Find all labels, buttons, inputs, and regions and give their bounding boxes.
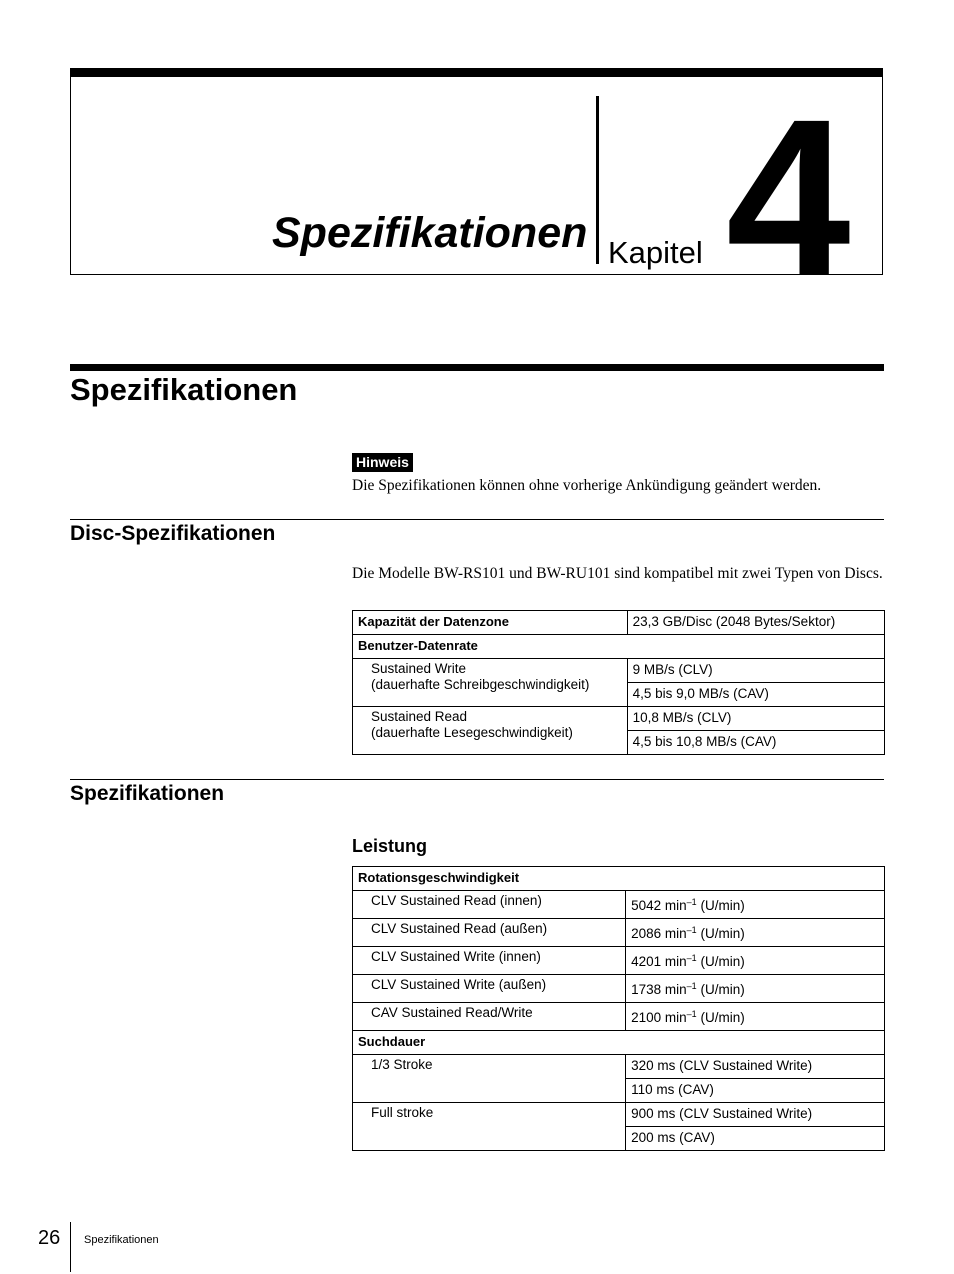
table-row [353,659,885,683]
rotation-row-label: CLV Sustained Write (innen) [353,947,626,975]
rotation-row-label: CLV Sustained Read (innen) [353,891,626,919]
rotation-row-value: 1738 $\min^{-1} (U/\min)$ [626,975,885,1003]
rotation-row-value: 5042 $\min^{-1} (U/\min)$ [626,891,885,919]
chapter-label: Kapitel [608,235,703,270]
rotation-row-label: CLV Sustained Write (außen) [353,975,626,1003]
sustained-read-cav: 4,5 bis 10,8 MB/s (CAV) [627,731,884,755]
table-row [353,1003,885,1031]
rotation-row-label: CLV Sustained Read (außen) [353,919,626,947]
chapter-number: 4 [726,73,851,323]
user-rate-label: Benutzer-Datenrate [353,635,885,659]
disc-section-rule [70,519,884,520]
table-row [353,611,885,635]
capacity-label: Kapazität der Datenzone [353,611,628,635]
footer-section-name: Spezifikationen [84,1234,159,1246]
disc-section-heading: Disc-Spezifikationen [70,522,276,545]
performance-subheading: Leistung [352,836,427,856]
rotation-row-value: 2100 $\min^{-1} (U/\min)$ [626,1003,885,1031]
capacity-value: 23,3 GB/Disc (2048 Bytes/Sektor) [627,611,884,635]
full-stroke-cav: 200 ms (CAV) [626,1127,885,1151]
table-row [353,919,885,947]
table-row [353,1031,885,1055]
sustained-write-label-line1: Sustained Write [371,661,467,676]
rotation-row-label: CAV Sustained Read/Write [353,1003,626,1031]
sustained-write-clv: 9 MB/s (CLV) [627,659,884,683]
rotation-row-value: 2086 $\min^{-1} (U/\min)$ [626,919,885,947]
table-row [353,947,885,975]
table-row [353,635,885,659]
spec-section-heading: Spezifikationen [70,782,225,805]
chapter-title: Spezifikationen [272,209,588,257]
full-stroke-clv: 900 ms (CLV Sustained Write) [626,1103,885,1127]
table-row [353,707,885,731]
page-title: Spezifikationen [70,372,298,407]
sustained-write-label-line2: (dauerhafte Schreibgeschwindigkeit) [371,677,590,692]
sustained-write-label [353,659,628,707]
stroke-13-label: 1/3 Stroke [353,1055,626,1103]
page-number: 26 [38,1227,61,1249]
main-heading-rule [70,364,884,371]
stroke-13-clv: 320 ms (CLV Sustained Write) [626,1055,885,1079]
sustained-read-clv: 10,8 MB/s (CLV) [627,707,884,731]
sustained-read-label-line2: (dauerhafte Lesegeschwindigkeit) [371,725,573,740]
disc-intro-text: Die Modelle BW-RS101 und BW-RU101 sind kompatibel mit zwei Typen von Discs. [352,565,883,582]
footer-divider [70,1222,71,1272]
seek-time-label: Suchdauer [353,1031,885,1055]
performance-table [352,866,885,1151]
sustained-read-label-line1: Sustained Read [371,709,468,724]
spec-section-rule [70,779,884,780]
table-row [353,891,885,919]
sustained-read-label [353,707,628,755]
chapter-divider [596,96,599,264]
table-row [353,975,885,1003]
rotation-row-value: 4201 $\min^{-1} (U/\min)$ [626,947,885,975]
rotation-speed-label: Rotationsgeschwindigkeit [353,867,885,891]
stroke-13-cav: 110 ms (CAV) [626,1079,885,1103]
note-label: Hinweis [352,453,413,472]
note-text: Die Spezifikationen können ohne vorherige Ankündigung geändert werden. [352,477,822,494]
sustained-write-cav: 4,5 bis 9,0 MB/s (CAV) [627,683,884,707]
table-row [353,1055,885,1079]
table-row [353,1103,885,1127]
disc-spec-table [352,610,885,755]
full-stroke-label: Full stroke [353,1103,626,1151]
table-row [353,867,885,891]
